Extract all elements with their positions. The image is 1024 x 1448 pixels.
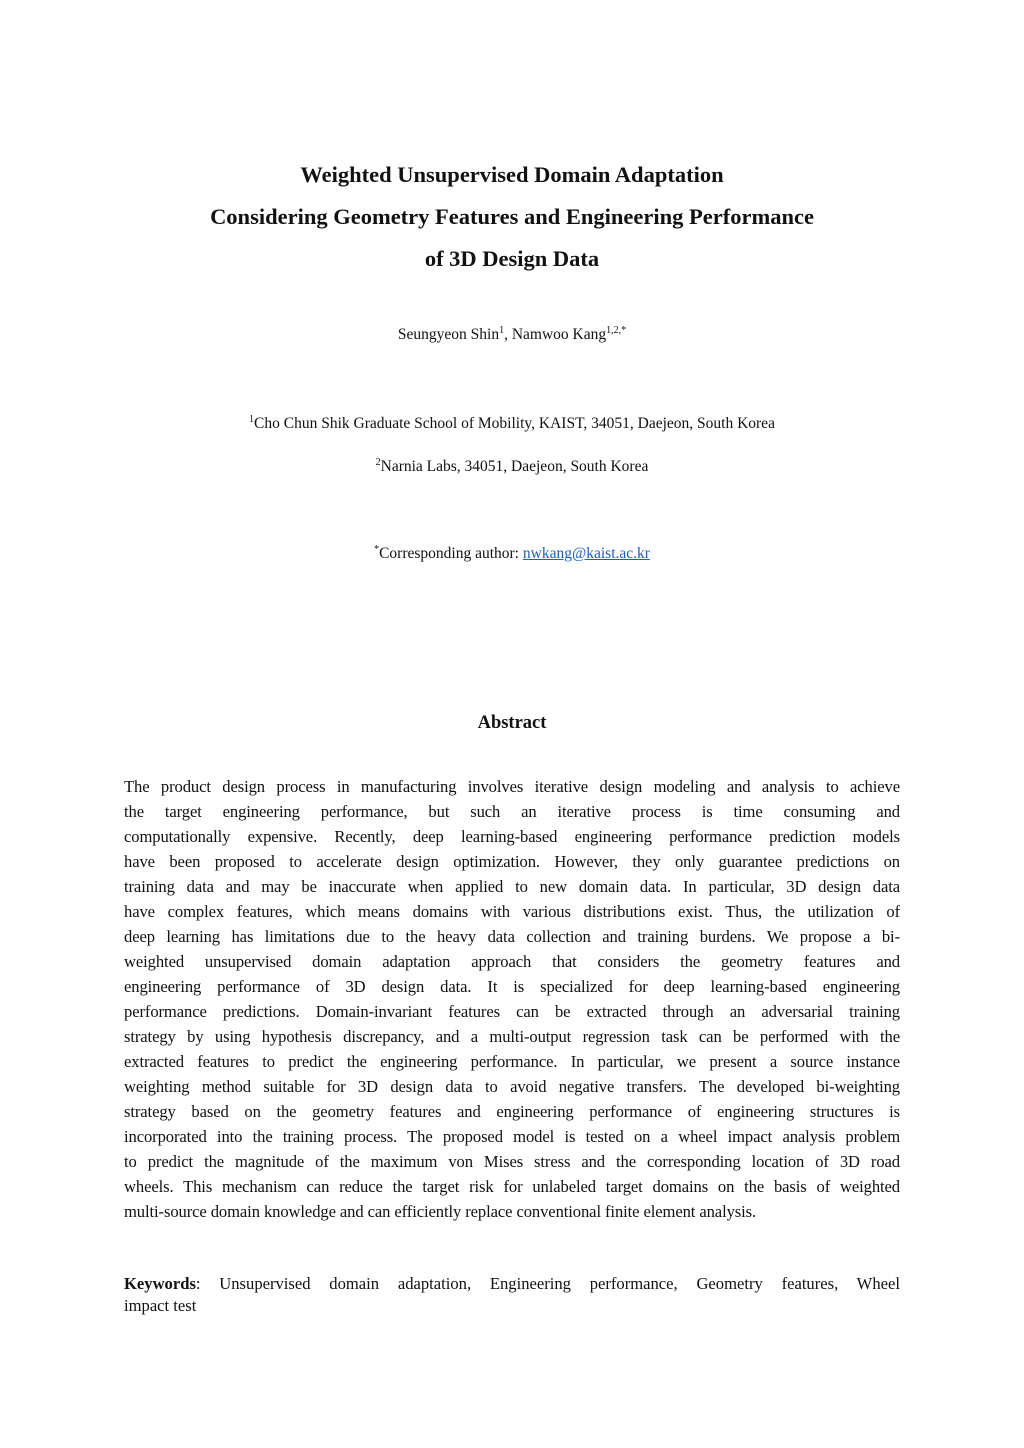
abstract-line: training data and may be inaccurate when applied to new domain data. In particular, 3D design data [124,877,900,896]
affiliation-2 [0,454,1024,480]
abstract-line: engineering performance of 3D design data. It is specialized for deep learning-based engineering [124,977,900,996]
corresponding-marker: * [374,544,380,555]
abstract-line: to predict the magnitude of the maximum von Mises stress and the corresponding location of 3D road [124,1152,900,1171]
abstract-line: weighted unsupervised domain adaptation approach that considers the geometry features and [124,952,900,971]
keywords-label: Keywords [124,1274,196,1293]
keywords-list-part-1: : Unsupervised domain adaptation, Engineering performance, Geometry features, Wheel [195,1274,900,1293]
title-line-2: Considering Geometry Features and Engineering Performance [210,204,814,229]
abstract-line: computationally expensive. Recently, deep learning-based engineering performance prediction models [124,827,900,846]
affiliation-2-marker: 2 [375,457,381,468]
affiliation-1-text: Cho Chun Shik Graduate School of Mobility, KAIST, 34051, Daejeon, South Korea [254,415,775,432]
keywords-section [124,1273,900,1317]
affiliation-2-text: Narnia Labs, 34051, Daejeon, South Korea [380,458,649,475]
abstract-line: strategy based on the geometry features and engineering performance of engineering structures is [124,1102,900,1121]
abstract-heading: Abstract [477,713,547,733]
corresponding-email-link[interactable]: nwkang@kaist.ac.kr [522,545,650,562]
abstract-line: weighting method suitable for 3D design data to avoid negative transfers. The developed bi-weighting [124,1077,900,1096]
abstract-line: extracted features to predict the engineering performance. In particular, we present a source instance [124,1052,900,1071]
affiliation-1-marker: 1 [249,414,255,425]
author-list [0,322,1024,348]
corresponding-author [0,541,1024,567]
abstract-line: The product design process in manufacturing involves iterative design modeling and analysis to achieve [124,777,900,796]
abstract-line: the target engineering performance, but such an iterative process is time consuming and [124,802,900,821]
keywords-line-2: impact test [124,1296,197,1315]
author-1-affil-marker: 1 [499,325,505,336]
paper-title [0,154,1024,280]
keywords-line-1 [124,1273,900,1295]
abstract-line: strategy by using hypothesis discrepancy, and a multi-output regression task can be performed with the [124,1027,900,1046]
abstract-body [124,774,900,1224]
abstract-line: incorporated into the training process. The proposed model is tested on a wheel impact analysis problem [124,1127,900,1146]
title-line-3: of 3D Design Data [424,246,600,271]
title-line-1: Weighted Unsupervised Domain Adaptation [300,162,724,187]
abstract-line: wheels. This mechanism can reduce the target risk for unlabeled target domains on the basis of weighted [124,1177,900,1196]
author-2-name: Namwoo Kang [511,326,607,343]
abstract-line: performance predictions. Domain-invariant features can be extracted through an adversarial training [124,1002,900,1021]
abstract-line: have complex features, which means domains with various distributions exist. Thus, the utilization of [124,902,900,921]
author-2-affil-marker: 1,2,* [606,325,627,336]
author-1-name: Seungyeon Shin [397,326,500,343]
abstract-line: have been proposed to accelerate design optimization. However, they only guarantee predictions on [124,852,900,871]
author-separator: , [504,326,512,343]
corresponding-label: Corresponding author: [379,545,523,562]
abstract-line: deep learning has limitations due to the heavy data collection and training burdens. We propose a bi- [124,927,900,946]
affiliation-1 [0,411,1024,437]
abstract-line: multi-source domain knowledge and can efficiently replace conventional finite element analysis. [124,1202,757,1221]
